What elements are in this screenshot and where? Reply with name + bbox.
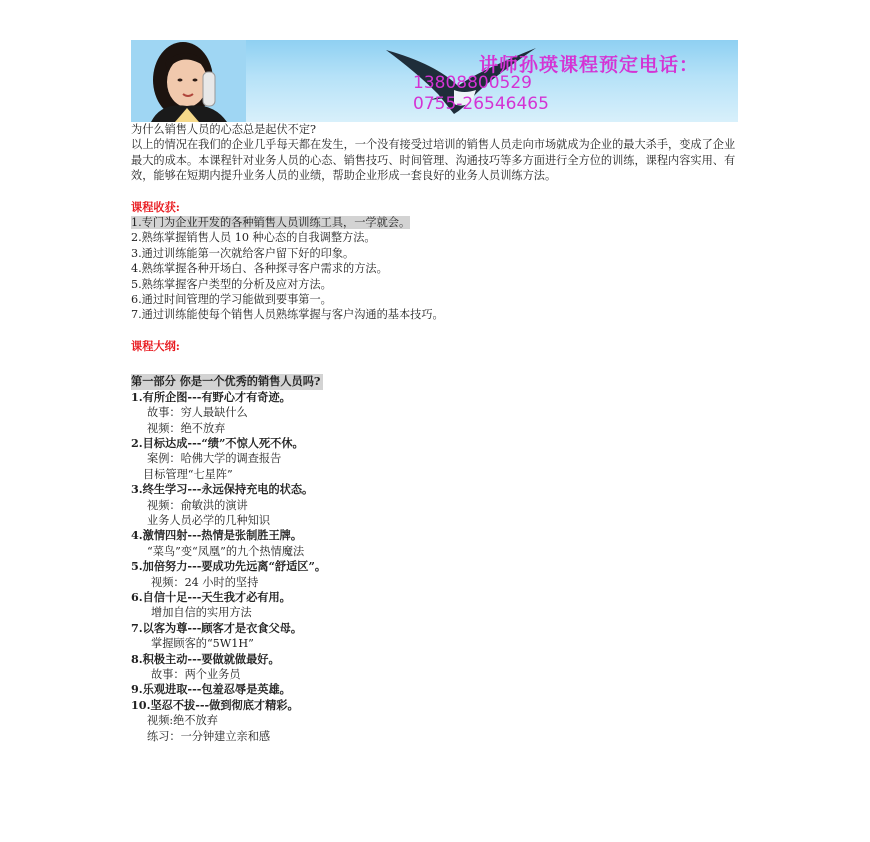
outline-sub-item: 故事：穷人最缺什么 bbox=[147, 406, 248, 420]
outline-item-title: 5.加倍努力---要成功先远离“舒适区”。 bbox=[131, 559, 327, 574]
gains-item: 6.通过时间管理的学习能做到要事第一。 bbox=[131, 293, 332, 307]
outline-title: 课程大纲: bbox=[131, 338, 180, 353]
gains-item: 1.专门为企业开发的各种销售人员训练工具，一学就会。 bbox=[131, 216, 411, 230]
intro-question: 为什么销售人员的心态总是起伏不定? bbox=[131, 123, 316, 136]
outline-sub-item: 视频：绝不放弃 bbox=[147, 421, 226, 435]
banner-title: 讲师孙瑛课程预定电话： bbox=[479, 54, 700, 76]
outline-sub-item: 掌握顾客的“5W1H” bbox=[151, 637, 254, 651]
outline-sub-item: 视频：24 小时的坚持 bbox=[151, 575, 259, 589]
gains-item: 7.通过训练能使每个销售人员熟练掌握与客户沟通的基本技巧。 bbox=[131, 308, 444, 322]
intro-paragraph: 以上的情况在我们的企业几乎每天都在发生，一个没有接受过培训的销售人员走向市场就成为企业的最大杀手，变成了企业最大的成本。本课程针对业务人员的心态、销售技巧、时间管理、沟通技巧等多方面进行全方位的训练，课程内容实用、有效，能够在短期内提升业务人员的业绩，帮助企业形成一套良好的业务人员训练方法。 bbox=[131, 138, 736, 183]
gains-title: 课程收获: bbox=[131, 199, 180, 214]
outline-sub-item: 目标管理“七星阵” bbox=[143, 467, 233, 481]
gains-item: 2.熟练掌握销售人员 10 种心态的自我调整方法。 bbox=[131, 231, 376, 245]
outline-list bbox=[131, 390, 743, 744]
outline-item-title: 9.乐观进取---包羞忍辱是英雄。 bbox=[131, 682, 291, 697]
outline-sub-item: 业务人员必学的几种知识 bbox=[147, 513, 271, 527]
outline-item-title: 7.以客为尊---顾客才是衣食父母。 bbox=[131, 620, 303, 635]
banner-phone-landline: 0755-26546465 bbox=[413, 94, 549, 114]
outline-sub-item: 练习：一分钟建立亲和感 bbox=[147, 729, 271, 743]
outline-sub-item: 视频：俞敏洪的演讲 bbox=[147, 498, 248, 512]
outline-sub-item: 案例：哈佛大学的调查报告 bbox=[147, 452, 282, 466]
outline-item-title: 4.激情四射---热情是张制胜王牌。 bbox=[131, 528, 303, 543]
outline-sub-item: 增加自信的实用方法 bbox=[151, 606, 252, 620]
gains-item: 4.熟练掌握各种开场白、各种探寻客户需求的方法。 bbox=[131, 262, 388, 276]
banner-phone-mobile: 13808800529 bbox=[413, 73, 532, 93]
outline-item-title: 10.坚忍不拔---做到彻底才精彩。 bbox=[131, 697, 299, 712]
outline-sub-item: 故事：两个业务员 bbox=[151, 668, 241, 681]
outline-item-title: 6.自信十足---天生我才必有用。 bbox=[131, 589, 291, 604]
outline-item-title: 2.目标达成---“绩”不惊人死不休。 bbox=[131, 435, 304, 450]
woman-with-phone-photo bbox=[131, 40, 246, 122]
intro-section bbox=[131, 122, 743, 184]
gains-list bbox=[131, 215, 743, 323]
outline-part-heading: 第一部分 你是一个优秀的销售人员吗? bbox=[131, 374, 323, 389]
gains-item: 5.熟练掌握客户类型的分析及应对方法。 bbox=[131, 277, 332, 291]
outline-sub-item: 视频:绝不放弃 bbox=[147, 714, 218, 728]
document-body bbox=[131, 122, 743, 744]
gains-item: 3.通过训练能第一次就给客户留下好的印象。 bbox=[131, 246, 355, 260]
outline-item-title: 3.终生学习---永远保持充电的状态。 bbox=[131, 482, 314, 497]
outline-item-title: 1.有所企图---有野心才有奇迹。 bbox=[131, 389, 291, 404]
outline-item-title: 8.积极主动---要做就做最好。 bbox=[131, 651, 280, 666]
header-banner bbox=[131, 40, 738, 122]
outline-sub-item: “菜鸟”变“凤凰”的九个热情魔法 bbox=[147, 544, 305, 558]
